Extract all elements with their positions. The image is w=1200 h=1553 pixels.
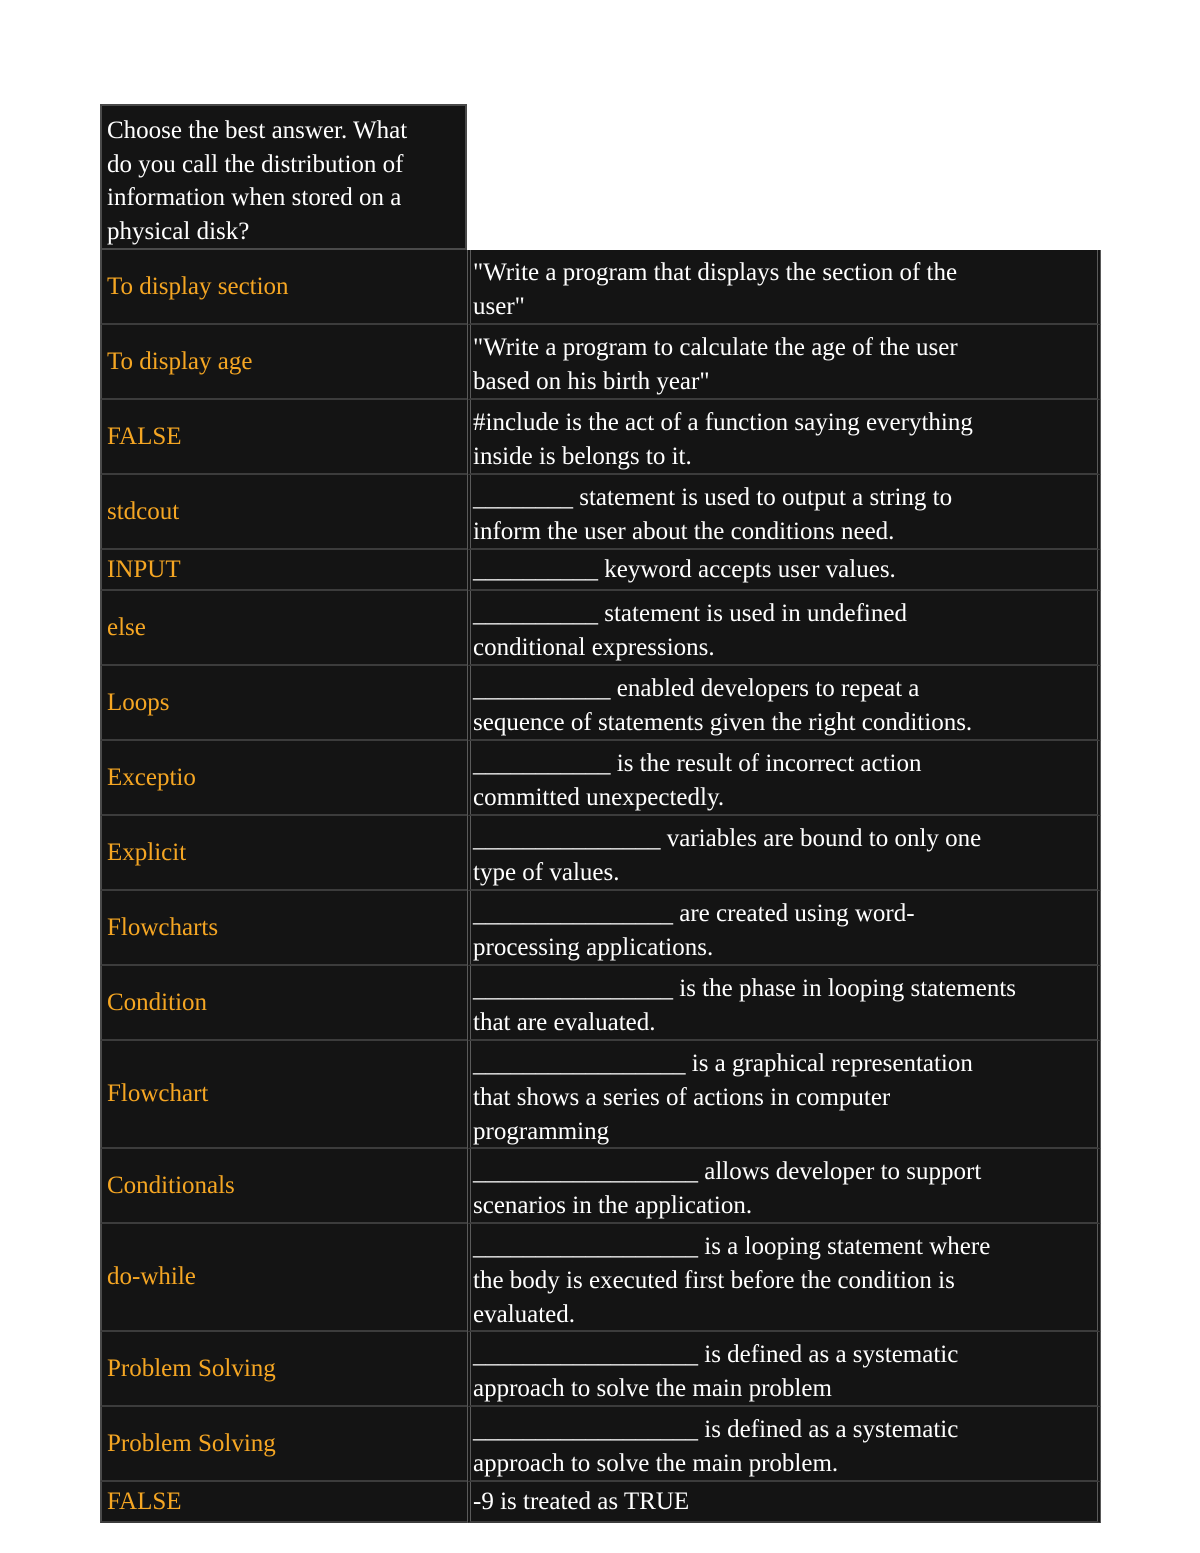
question-line: that shows a series of actions in computer <box>473 1084 891 1111</box>
table-row <box>100 816 1101 891</box>
question-line: "Write a program that displays the section of the <box>473 259 958 286</box>
question-cell <box>467 1149 1101 1224</box>
answer-cell: Explicit <box>100 816 467 891</box>
question-line: processing applications. <box>473 934 714 961</box>
table-row <box>100 591 1101 666</box>
header-line: do you call the distribution of <box>107 150 404 178</box>
table-row <box>100 400 1101 475</box>
answer-cell: FALSE <box>100 1482 467 1523</box>
header-line: Choose the best answer. What <box>107 117 408 144</box>
header-line: physical disk? <box>107 217 250 245</box>
question-line: _______________ variables are bound to only one <box>473 825 982 852</box>
question-line: ________ statement is used to output a string to <box>473 484 953 511</box>
answer-cell: Conditionals <box>100 1149 467 1224</box>
question-line: type of values. <box>473 859 620 886</box>
question-line: __________________ is a looping statement where <box>473 1233 991 1260</box>
question-line: scenarios in the application. <box>473 1192 753 1219</box>
table-row <box>100 741 1101 816</box>
answer-cell: Flowchart <box>100 1041 467 1149</box>
question-line: approach to solve the main problem <box>473 1375 832 1402</box>
table-row <box>100 250 1101 325</box>
question-line: __________ keyword accepts user values. <box>473 556 896 583</box>
question-cell <box>467 475 1101 550</box>
question-line: conditional expressions. <box>473 634 715 661</box>
question-cell <box>467 666 1101 741</box>
question-line: __________ statement is used in undefined <box>473 600 907 627</box>
question-line: based on his birth year" <box>473 368 710 395</box>
table-row <box>100 1407 1101 1482</box>
answer-cell: Condition <box>100 966 467 1041</box>
question-line: evaluated. <box>473 1301 576 1328</box>
table-row <box>100 550 1101 591</box>
table-row <box>100 1224 1101 1332</box>
question-line: _________________ is a graphical representation <box>473 1050 973 1077</box>
answer-cell: Loops <box>100 666 467 741</box>
table-row <box>100 966 1101 1041</box>
answer-cell: To display section <box>100 250 467 325</box>
answer-cell: To display age <box>100 325 467 400</box>
answer-cell: Flowcharts <box>100 891 467 966</box>
question-line: __________________ allows developer to support <box>473 1158 982 1185</box>
question-line: -9 is treated as TRUE <box>473 1488 690 1515</box>
question-cell <box>467 966 1101 1041</box>
quiz-table <box>100 104 1101 1523</box>
question-line: that are evaluated. <box>473 1009 656 1036</box>
question-line: #include is the act of a function saying everything <box>473 409 973 436</box>
question-line: ___________ enabled developers to repeat a <box>473 675 920 702</box>
question-line: the body is executed first before the condition is <box>473 1267 955 1294</box>
answer-cell: Exceptio <box>100 741 467 816</box>
question-cell <box>467 400 1101 475</box>
question-cell <box>467 1332 1101 1407</box>
question-cell <box>467 1041 1101 1149</box>
table-row <box>100 475 1101 550</box>
question-cell <box>467 250 1101 325</box>
table-row <box>100 325 1101 400</box>
question-line: approach to solve the main problem. <box>473 1450 839 1477</box>
question-line: ___________ is the result of incorrect action <box>473 750 922 777</box>
question-cell <box>467 816 1101 891</box>
question-line: __________________ is defined as a systematic <box>473 1416 959 1443</box>
answer-cell: else <box>100 591 467 666</box>
answer-cell: stdcout <box>100 475 467 550</box>
question-line: user" <box>473 293 525 320</box>
table-row <box>100 1041 1101 1149</box>
question-line: inside is belongs to it. <box>473 443 692 470</box>
answer-cell: do-while <box>100 1224 467 1332</box>
question-line: "Write a program to calculate the age of the user <box>473 334 958 361</box>
table-row <box>100 891 1101 966</box>
question-line: sequence of statements given the right conditions. <box>473 709 973 736</box>
question-header-cell <box>100 104 467 250</box>
question-cell <box>467 1482 1101 1523</box>
header-line: information when stored on a <box>107 184 402 211</box>
answer-cell: FALSE <box>100 400 467 475</box>
question-cell <box>467 891 1101 966</box>
table-row <box>100 1332 1101 1407</box>
question-line: inform the user about the conditions need. <box>473 518 895 545</box>
question-cell <box>467 1224 1101 1332</box>
question-cell <box>467 591 1101 666</box>
question-line: ________________ is the phase in looping statements <box>473 975 1017 1002</box>
question-cell <box>467 741 1101 816</box>
question-line: committed unexpectedly. <box>473 784 725 811</box>
question-line: programming <box>473 1118 610 1145</box>
table-row <box>100 1149 1101 1224</box>
question-cell <box>467 1407 1101 1482</box>
question-cell <box>467 550 1101 591</box>
question-line: ________________ are created using word- <box>473 900 915 927</box>
answer-cell: Problem Solving <box>100 1332 467 1407</box>
answer-cell: Problem Solving <box>100 1407 467 1482</box>
question-cell <box>467 325 1101 400</box>
answer-cell: INPUT <box>100 550 467 591</box>
table-row <box>100 666 1101 741</box>
table-row <box>100 1482 1101 1523</box>
question-line: __________________ is defined as a systematic <box>473 1341 959 1368</box>
